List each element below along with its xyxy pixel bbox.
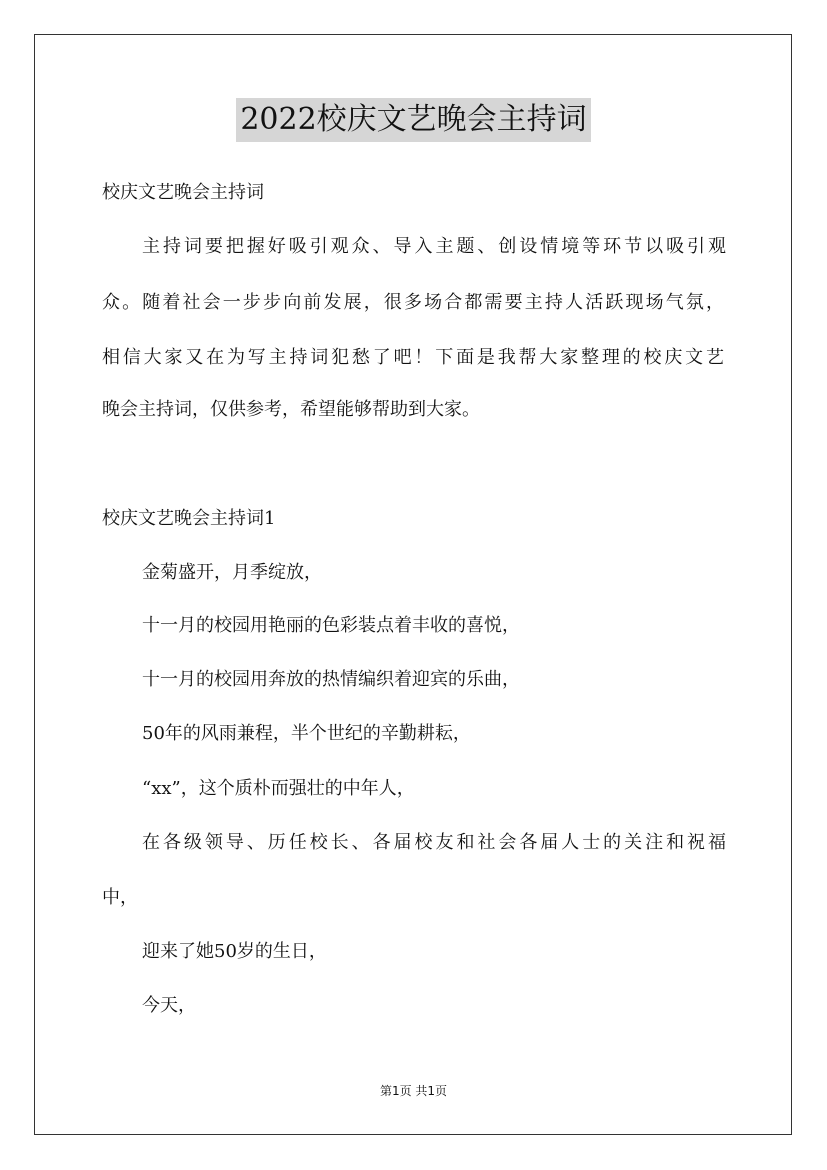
intro-line-2: 众。随着社会一步步向前发展，很多场合都需要主持人活跃现场气氛，	[102, 292, 724, 313]
subtitle: 校庆文艺晚会主持词	[102, 182, 264, 203]
body-line-5: “xx”，这个质朴而强壮的中年人，	[142, 778, 415, 799]
title-container	[0, 98, 827, 142]
intro-line-1: 主持词要把握好吸引观众、导入主题、创设情境等环节以吸引观	[142, 236, 726, 257]
body-line-1: 金菊盛开，月季绽放，	[142, 562, 322, 583]
intro-line-4: 晚会主持词，仅供参考，希望能够帮助到大家。	[102, 399, 480, 420]
body-line-7: 中，	[102, 887, 138, 908]
section-heading: 校庆文艺晚会主持词1	[102, 508, 276, 529]
document-title: 2022校庆文艺晚会主持词	[236, 98, 590, 142]
body-line-9: 今天，	[142, 995, 196, 1016]
body-line-8: 迎来了她50岁的生日，	[142, 941, 327, 962]
body-line-3: 十一月的校园用奔放的热情编织着迎宾的乐曲，	[142, 669, 520, 690]
body-line-2: 十一月的校园用艳丽的色彩装点着丰收的喜悦，	[142, 615, 520, 636]
intro-line-3: 相信大家又在为写主持词犯愁了吧！下面是我帮大家整理的校庆文艺	[102, 347, 724, 368]
page-footer: 第1页 共1页	[379, 1084, 448, 1098]
body-line-4: 50年的风雨兼程，半个世纪的辛勤耕耘，	[142, 723, 471, 744]
body-line-6: 在各级领导、历任校长、各届校友和社会各届人士的关注和祝福	[142, 832, 726, 853]
